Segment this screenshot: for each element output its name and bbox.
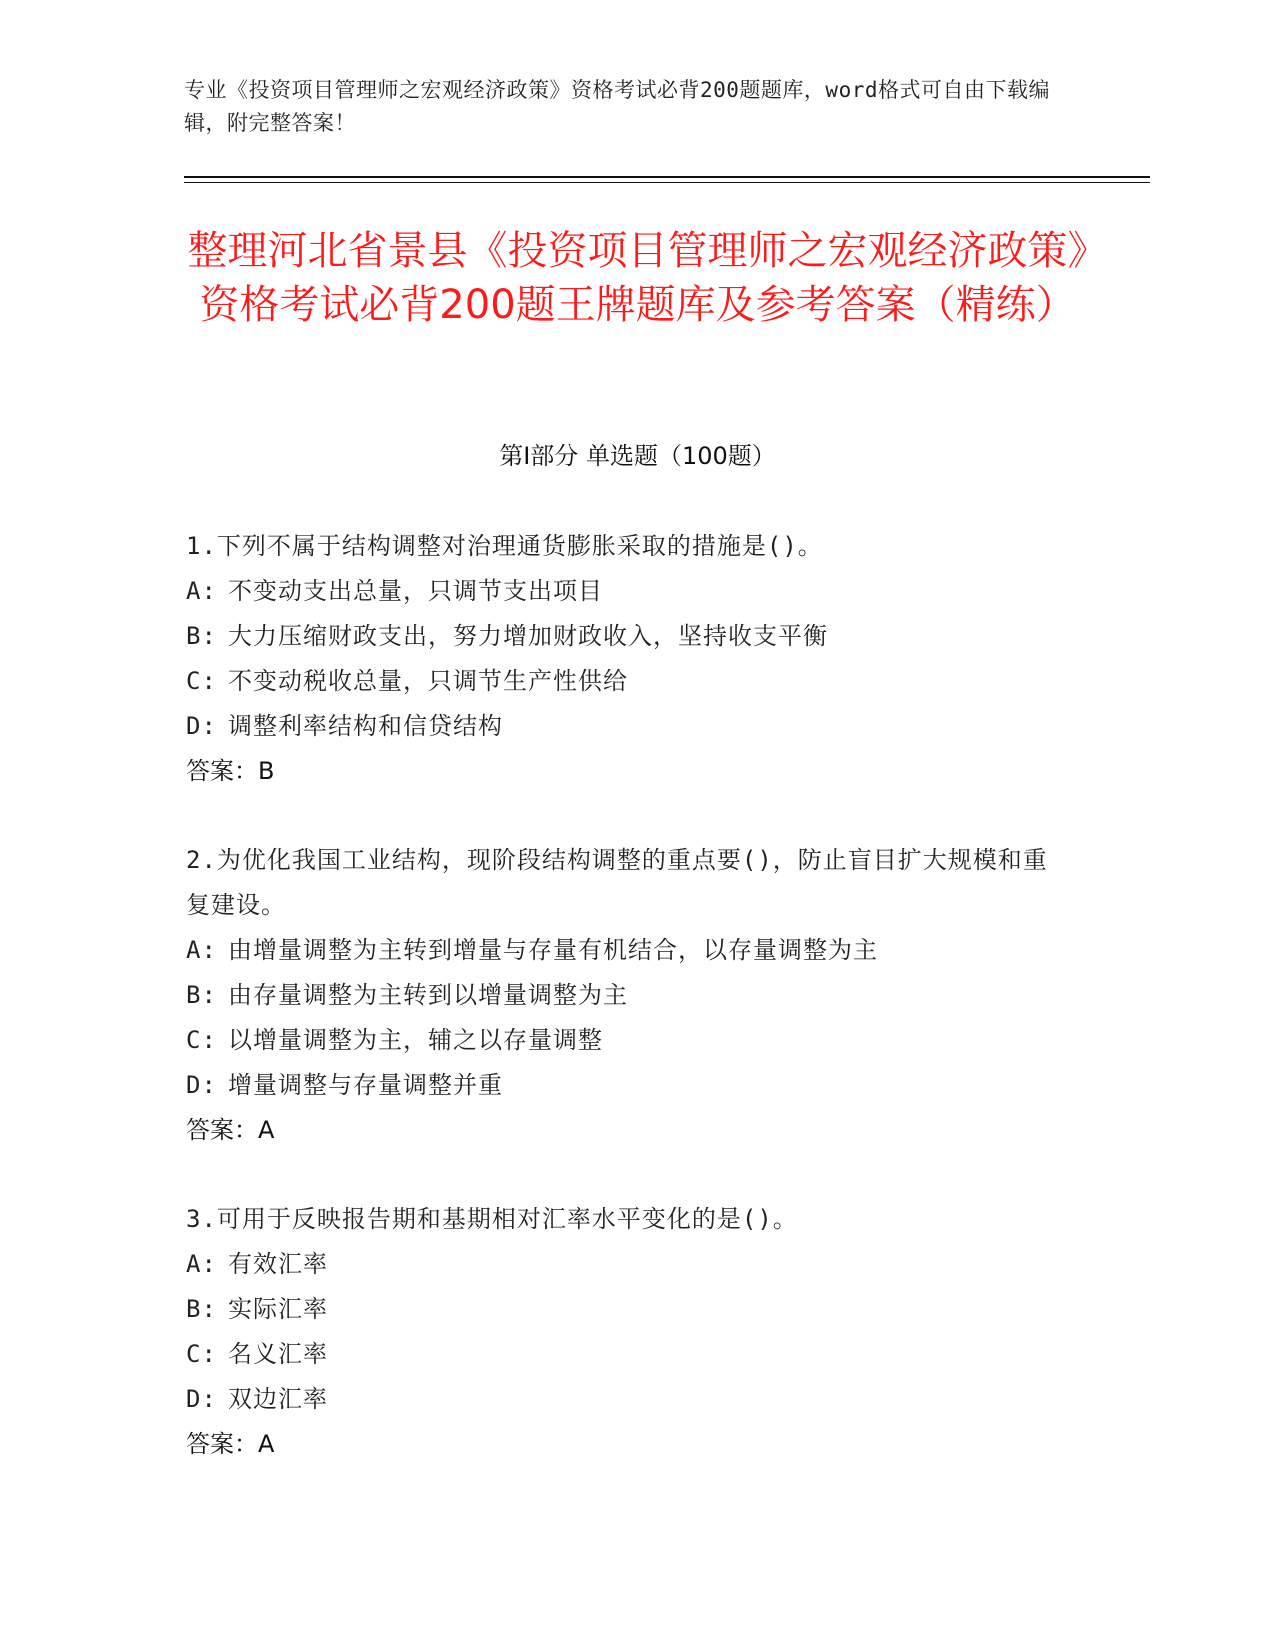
option-text: 双边汇率 (228, 1385, 328, 1413)
answer-line: 答案：A (186, 1430, 275, 1458)
option-b (186, 614, 1066, 659)
option-d (186, 1377, 1066, 1422)
option-letter: A: (186, 577, 217, 605)
option-text: 由增量调整为主转到增量与存量有机结合，以存量调整为主 (228, 936, 878, 964)
option-letter: D: (186, 1385, 217, 1413)
option-c (186, 1018, 1066, 1063)
option-a (186, 569, 1066, 614)
option-c (186, 659, 1066, 704)
option-letter: B: (186, 981, 217, 1009)
question-list (186, 524, 1066, 1511)
option-letter: B: (186, 622, 217, 650)
option-letter: A: (186, 1250, 217, 1278)
option-letter: C: (186, 1340, 217, 1368)
option-text: 实际汇率 (228, 1295, 328, 1323)
option-text: 调整利率结构和信贷结构 (228, 712, 503, 740)
option-text: 以增量调整为主，辅之以存量调整 (228, 1026, 603, 1054)
option-text: 增量调整与存量调整并重 (228, 1071, 503, 1099)
option-b (186, 1287, 1066, 1332)
option-text: 不变动支出总量，只调节支出项目 (228, 577, 603, 605)
question-stem: 3.可用于反映报告期和基期相对汇率水平变化的是()。 (186, 1205, 798, 1233)
question-1 (186, 524, 1066, 794)
option-a (186, 1242, 1066, 1287)
question-2 (186, 838, 1066, 1153)
option-letter: A: (186, 936, 217, 964)
header-rule-thin (184, 182, 1150, 183)
option-text: 由存量调整为主转到以增量调整为主 (228, 981, 628, 1009)
option-text: 有效汇率 (228, 1250, 328, 1278)
question-3 (186, 1197, 1066, 1467)
option-text: 大力压缩财政支出，努力增加财政收入，坚持收支平衡 (228, 622, 828, 650)
option-letter: B: (186, 1295, 217, 1323)
question-stem: 1.下列不属于结构调整对治理通货膨胀采取的措施是()。 (186, 532, 823, 560)
option-letter: D: (186, 712, 217, 740)
question-stem: 2.为优化我国工业结构，现阶段结构调整的重点要()，防止盲目扩大规模和重复建设。 (186, 846, 1048, 919)
option-text: 名义汇率 (228, 1340, 328, 1368)
option-letter: C: (186, 667, 217, 695)
option-c (186, 1332, 1066, 1377)
section-heading: 第Ⅰ部分 单选题（100题） (499, 442, 776, 470)
option-letter: D: (186, 1071, 217, 1099)
answer-line: 答案：A (186, 1116, 275, 1144)
option-text: 不变动税收总量，只调节生产性供给 (228, 667, 628, 695)
option-b (186, 973, 1066, 1018)
option-d (186, 704, 1066, 749)
header-note: 专业《投资项目管理师之宏观经济政策》资格考试必背200题题库，word格式可自由下载编辑，附完整答案！ (184, 78, 1050, 135)
option-d (186, 1063, 1066, 1108)
answer-line: 答案：B (186, 757, 275, 785)
option-letter: C: (186, 1026, 217, 1054)
document-title: 整理河北省景县《投资项目管理师之宏观经济政策》资格考试必背200题王牌题库及参考答案（精练） (187, 228, 1088, 328)
header-rule-thick (184, 176, 1150, 178)
option-a (186, 928, 1066, 973)
